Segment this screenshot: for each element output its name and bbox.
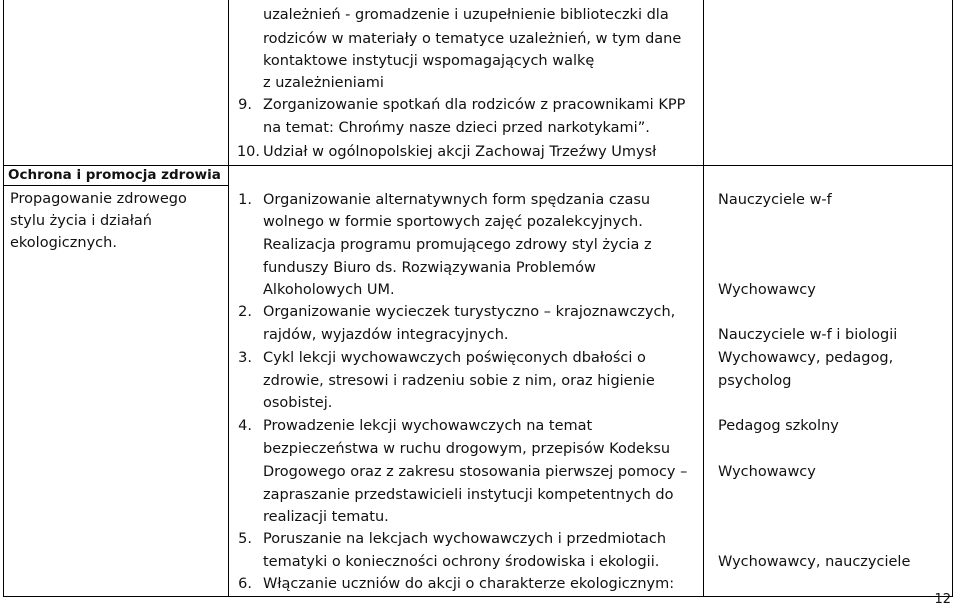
responsible-7: Wychowawcy: [718, 464, 816, 480]
task-1-line-5: Alkoholowych UM.: [263, 282, 395, 298]
left-column-line-3: ekologicznych.: [10, 235, 117, 251]
top-line-4: z uzależnieniami: [263, 75, 384, 91]
item-9-line-2: na temat: Chrońmy nasze dzieci przed narkotykami”.: [263, 120, 650, 136]
column-divider-2: [703, 0, 704, 597]
task-4-number: 4.: [238, 418, 252, 434]
task-5-line-2: tematyki o konieczności ochrony środowiska i ekologii.: [263, 554, 660, 570]
task-3-line-3: osobistej.: [263, 395, 333, 411]
task-5-line-1: Poruszanie na lekcjach wychowawczych i przedmiotach: [263, 531, 667, 547]
task-1-line-4: funduszy Biuro ds. Rozwiązywania Problemów: [263, 260, 596, 276]
table-border-left: [3, 0, 4, 597]
item-9-line-1: Zorganizowanie spotkań dla rodziców z pracownikami KPP: [263, 97, 686, 113]
task-4-line-5: realizacji tematu.: [263, 509, 389, 525]
task-1-number: 1.: [238, 192, 252, 208]
column-divider-1: [228, 0, 229, 597]
task-2-line-2: rajdów, wyjazdów integracyjnych.: [263, 327, 509, 343]
task-1-line-1: Organizowanie alternatywnych form spędzania czasu: [263, 192, 651, 208]
task-3-line-2: zdrowie, stresowi i radzeniu sobie z nim, oraz higienie: [263, 373, 655, 389]
task-4-line-4: zapraszanie przedstawicieli instytucji kompetentnych do: [263, 487, 674, 503]
task-6-number: 6.: [238, 576, 252, 592]
top-line-1: uzależnień - gromadzenie i uzupełnienie biblioteczki dla: [263, 7, 669, 23]
task-3-line-1: Cykl lekcji wychowawczych poświęconych dbałości o: [263, 350, 646, 366]
responsible-8: Wychowawcy, nauczyciele: [718, 554, 911, 570]
task-1-line-2: wolnego w formie sportowych zajęć pozalekcyjnych.: [263, 214, 643, 230]
task-3-number: 3.: [238, 350, 252, 366]
responsible-5: psycholog: [718, 373, 792, 389]
task-4-line-1: Prowadzenie lekcji wychowawczych na temat: [263, 418, 593, 434]
task-5-number: 5.: [238, 531, 252, 547]
left-column-line-2: stylu życia i działań: [10, 213, 152, 229]
table-border-bottom: [3, 596, 953, 597]
top-line-2: rodziców w materiały o tematyce uzależnień, w tym dane: [263, 31, 682, 47]
task-6-line-1: Włączanie uczniów do akcji o charakterze ekologicznym:: [263, 576, 675, 592]
section-heading: Ochrona i promocja zdrowia: [8, 167, 221, 183]
responsible-3: Nauczyciele w-f i biologii: [718, 327, 898, 343]
task-4-line-2: bezpieczeństwa w ruchu drogowym, przepisów Kodeksu: [263, 441, 671, 457]
page-number: 12: [934, 592, 951, 607]
item-10-number: 10.: [236, 144, 260, 160]
task-1-line-3: Realizacja programu promującego zdrowy styl życia z: [263, 237, 652, 253]
top-line-3: kontaktowe instytucji wspomagających walkę: [263, 53, 595, 69]
left-column-line-1: Propagowanie zdrowego: [10, 191, 187, 207]
task-2-line-1: Organizowanie wycieczek turystyczno – krajoznawczych,: [263, 304, 676, 320]
responsible-6: Pedagog szkolny: [718, 418, 839, 434]
responsible-2: Wychowawcy: [718, 282, 816, 298]
task-4-line-3: Drogowego oraz z zakresu stosowania pierwszej pomocy –: [263, 464, 688, 480]
responsible-1: Nauczyciele w-f: [718, 192, 832, 208]
item-10-line: Udział w ogólnopolskiej akcji Zachowaj Trzeźwy Umysł: [263, 144, 657, 160]
responsible-4: Wychowawcy, pedagog,: [718, 350, 894, 366]
item-9-number: 9.: [238, 97, 252, 113]
table-border-right: [952, 0, 953, 597]
task-2-number: 2.: [238, 304, 252, 320]
